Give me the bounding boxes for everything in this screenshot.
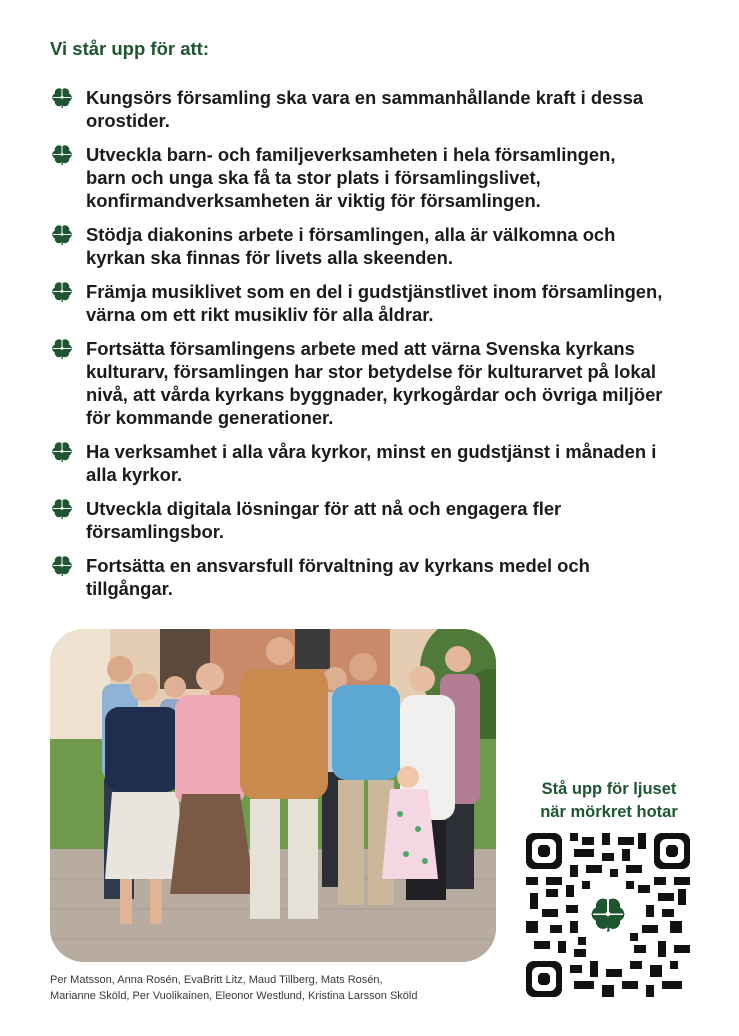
bullet-item	[50, 440, 700, 486]
bullet-line: Främja musiklivet som en del i gudstjänstlivet inom församlingen,	[86, 281, 663, 302]
bullet-item	[50, 86, 700, 132]
bullet-line: Fortsätta en ansvarsfull förvaltning av kyrkans medel och	[86, 555, 590, 576]
bullet-item	[50, 497, 700, 543]
caption-line: Per Matsson, Anna Rosén, EvaBritt Litz, Maud Tillberg, Mats Rosén,	[50, 974, 383, 986]
bullet-line: Utveckla digitala lösningar för att nå och engagera fler	[86, 498, 562, 519]
bullet-line: kulturarv, församlingen har stor betydelse för kulturarvet på lokal	[86, 361, 656, 382]
bullet-list	[50, 86, 700, 611]
clover-icon	[50, 497, 74, 521]
bullet-line: tillgångar.	[86, 578, 173, 599]
bullet-line: barn och unga ska få ta stor plats i församlingslivet,	[86, 167, 541, 188]
slogan-line: Stå upp för ljuset	[541, 780, 677, 798]
clover-icon	[50, 86, 74, 110]
qr-code[interactable]	[526, 833, 690, 997]
slogan-line: när mörkret hotar	[540, 803, 678, 821]
bullet-line: Utveckla barn- och familjeverksamheten i hela församlingen,	[86, 144, 616, 165]
clover-icon	[50, 223, 74, 247]
bullet-line: orostider.	[86, 110, 170, 131]
bullet-line: nivå, att vårda kyrkans byggnader, kyrkogårdar och övriga miljöer	[86, 384, 663, 405]
page-heading: Vi står upp för att:	[50, 38, 209, 59]
bullet-line: Stödja diakonins arbete i församlingen, alla är välkomna och	[86, 224, 616, 245]
photo-caption	[50, 972, 520, 1004]
clover-icon	[50, 440, 74, 464]
bullet-line: alla kyrkor.	[86, 464, 183, 485]
clover-icon	[50, 554, 74, 578]
bullet-line: konfirmandverksamheten är viktig för församlingen.	[86, 190, 541, 211]
bullet-line: värna om ett rikt musikliv för alla åldrar.	[86, 304, 434, 325]
slogan	[514, 778, 704, 824]
group-photo	[50, 629, 496, 962]
bullet-line: för kommande generationer.	[86, 407, 334, 428]
caption-line: Marianne Sköld, Per Vuolikainen, Eleonor Westlund, Kristina Larsson Sköld	[50, 990, 418, 1002]
bullet-item	[50, 554, 700, 600]
bullet-line: kyrkan ska finnas för livets alla skeenden.	[86, 247, 453, 268]
bullet-line: Fortsätta församlingens arbete med att värna Svenska kyrkans	[86, 338, 635, 359]
clover-icon	[50, 280, 74, 304]
bullet-line: Kungsörs församling ska vara en sammanhållande kraft i dessa	[86, 87, 644, 108]
bullet-line: församlingsbor.	[86, 521, 224, 542]
bullet-line: Ha verksamhet i alla våra kyrkor, minst en gudstjänst i månaden i	[86, 441, 657, 462]
bullet-item	[50, 223, 700, 269]
clover-icon	[50, 143, 74, 167]
bullet-item	[50, 337, 700, 429]
bullet-item	[50, 280, 700, 326]
clover-icon	[50, 337, 74, 361]
bullet-item	[50, 143, 700, 212]
